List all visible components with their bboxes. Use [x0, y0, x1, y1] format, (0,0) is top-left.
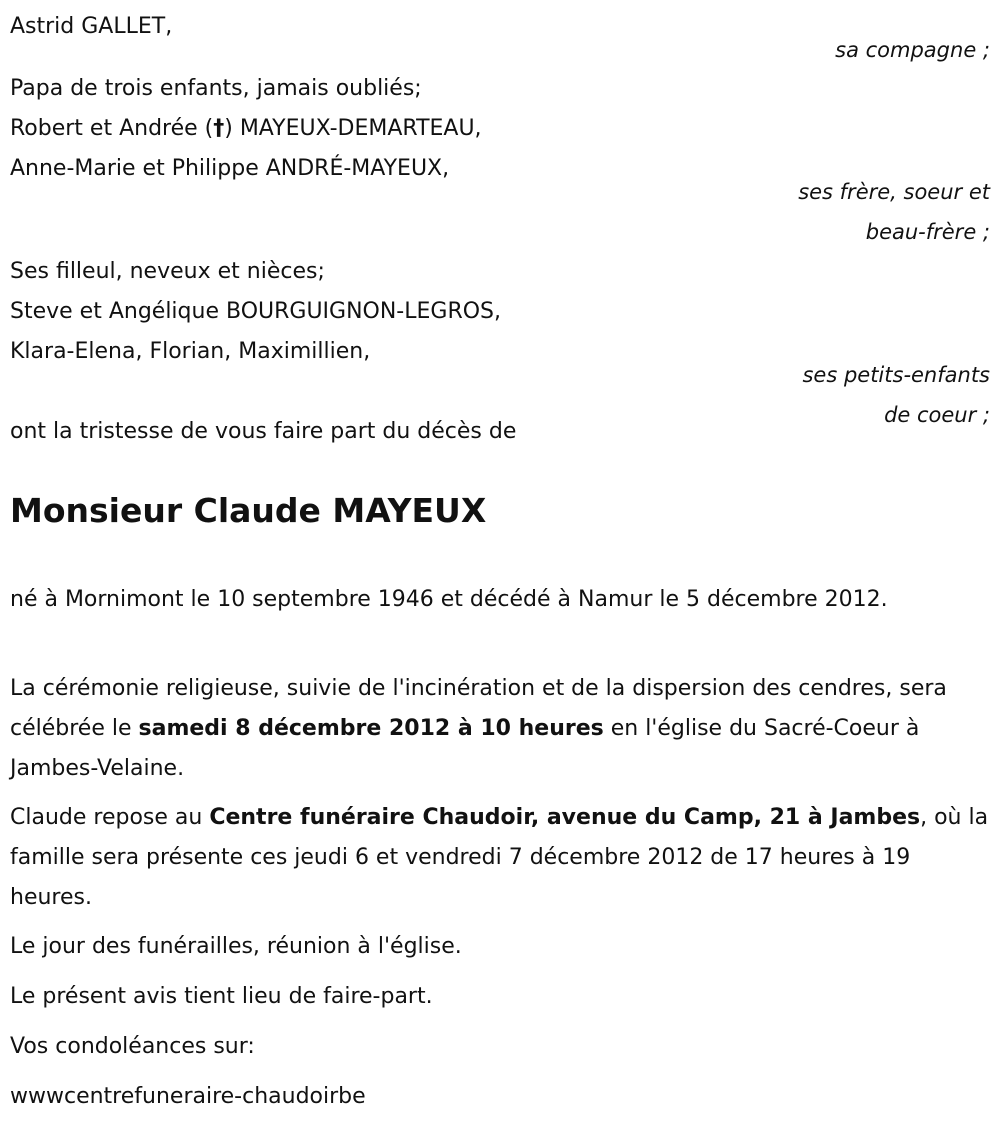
- sibling1-before: Robert et Andrée (: [10, 116, 214, 141]
- grandchildren-role-line-2: de coeur ;: [884, 403, 990, 427]
- ceremony-date: samedi 8 décembre 2012 à 10 heures: [138, 716, 604, 741]
- sibling1-after: ) MAYEUX-DEMARTEAU,: [224, 116, 482, 141]
- grandchildren-role-line-1: ses petits-enfants: [802, 363, 990, 387]
- repose-paragraph: [10, 798, 990, 918]
- sibling-line-1: [10, 114, 482, 144]
- companion-role: sa compagne ;: [835, 38, 990, 62]
- repose-text-before: Claude repose au: [10, 805, 210, 830]
- obituary-notice: [10, 0, 990, 1127]
- godchild-line: Steve et Angélique BOURGUIGNON-LEGROS,: [10, 299, 502, 324]
- condolences-label: Vos condoléances sur:: [10, 1034, 255, 1059]
- announcement-line: ont la tristesse de vous faire part du décès de: [10, 419, 517, 444]
- funeral-day-line: Le jour des funérailles, réunion à l'église.: [10, 934, 462, 959]
- godchildren-intro: Ses filleul, neveux et nièces;: [10, 259, 325, 284]
- repose-place: Centre funéraire Chaudoir, avenue du Camp, 21 à Jambes: [209, 805, 921, 830]
- siblings-role-line-2: beau-frère ;: [865, 220, 990, 244]
- siblings-role-line-1: ses frère, soeur et: [798, 180, 990, 204]
- repose-text-after: , où la famille sera présente ces jeudi 6 et vendredi 7 décembre 2012 de 17 heures à 19 heures.: [10, 805, 989, 910]
- grandchildren-line: Klara-Elena, Florian, Maximillien,: [10, 339, 371, 364]
- cross-icon: †: [213, 116, 225, 141]
- ceremony-text-before: La cérémonie religieuse, suivie de l'incinération et de la dispersion des cendres, sera célébrée le: [10, 676, 947, 741]
- condolences-website[interactable]: wwwcentrefuneraire-chaudoirbe: [10, 1084, 366, 1109]
- birth-death-paragraph: né à Mornimont le 10 septembre 1946 et décédé à Namur le 5 décembre 2012.: [10, 587, 888, 612]
- ceremony-paragraph: [10, 669, 990, 789]
- children-intro: Papa de trois enfants, jamais oubliés;: [10, 76, 422, 101]
- companion-name: Astrid GALLET,: [10, 14, 173, 39]
- sibling-line-2: Anne-Marie et Philippe ANDRÉ-MAYEUX,: [10, 156, 450, 181]
- ceremony-text-after: en l'église du Sacré-Coeur à Jambes-Velaine.: [10, 716, 920, 781]
- deceased-name: Monsieur Claude MAYEUX: [10, 491, 487, 530]
- notice-line: Le présent avis tient lieu de faire-part.: [10, 984, 433, 1009]
